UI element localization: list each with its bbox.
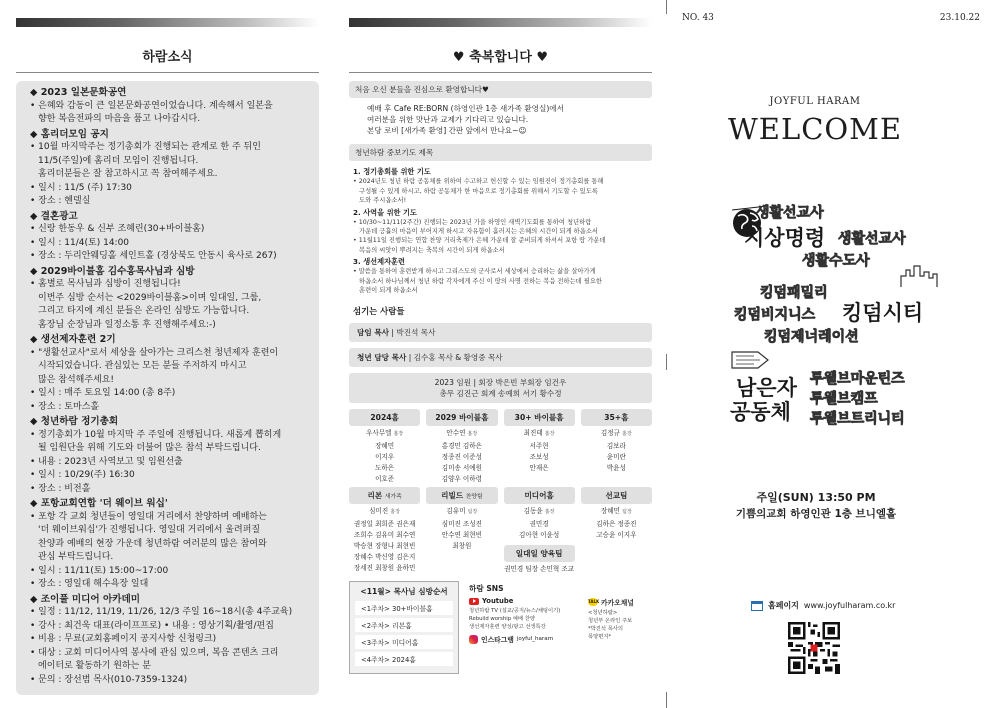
prayer-line: 하옵소서 하나님께서 청년 하람 각자에게 주신 이 땅의 사명 전하는 복음 전하는데 필요한 (359, 277, 602, 285)
notice-box (16, 81, 319, 695)
member-role: 홈장 (390, 509, 401, 516)
group-member (349, 474, 420, 485)
notice-item (30, 415, 311, 496)
group-column (426, 487, 497, 575)
visit-schedule-item: <3주차> 미디어홈 (355, 635, 453, 649)
notice-line: 관심 부탁드립니다. (38, 552, 114, 562)
group-member (349, 428, 420, 440)
prayer-line: 도와 주시옵소서! (359, 197, 407, 205)
welcome-text (349, 104, 652, 136)
youtube-column (469, 597, 580, 646)
kakao-link[interactable] (588, 597, 648, 607)
notice-line: 홈장님 순장님과 일정소통 후 진행해주세요:-) (38, 319, 216, 330)
notice-line: • 일정 : 11/12, 11/19, 11/26, 12/3 주일 16~18시(총 4주교육) (30, 607, 293, 617)
notice-line: 홈리더분들은 잘 참고하시고 꼭 참여해주세요. (38, 169, 218, 179)
notice-title: ◆ 생선제자훈련 2기 (30, 334, 116, 345)
group-subtitle: 새가족 (384, 494, 402, 501)
kakao-line: 목양편지* (588, 634, 612, 641)
group-name: 선교팀 (605, 491, 628, 501)
member-name: 조보성 (529, 452, 549, 461)
member-role: 팀장 (622, 509, 632, 516)
group-member (426, 541, 497, 552)
group-column (349, 409, 420, 485)
member-name: 장혜민 (600, 507, 621, 516)
group-column (504, 409, 575, 485)
notice-line: 향한 복음전파의 마음을 품고 나아갑시다. (38, 114, 201, 124)
mission-text-8: 킹덤제너레이션 (764, 329, 859, 345)
group-members (426, 506, 497, 552)
senior-pastor-bar: 담임 목사 | 박진석 목사 (349, 323, 652, 342)
blessing-title: ♥ 축복합니다 ♥ (452, 50, 549, 65)
member-name: 서주현 (529, 441, 549, 450)
group-column (426, 409, 497, 485)
group-member (426, 530, 497, 541)
youtube-label: Youtube (482, 597, 514, 606)
city-skyline-icon (900, 262, 938, 288)
group-member (581, 463, 652, 474)
group-header (581, 409, 652, 426)
notice-item (30, 265, 311, 333)
prayer-line: • 11월11일 진행되는 연합 찬양 거리축제가 은혜 가운데 잘 준비되게 하셔서 포항 땅 가운데 (353, 237, 606, 245)
mission-text-5: 킹덤패밀리 (760, 285, 828, 301)
group-member (349, 463, 420, 474)
group-column (349, 487, 420, 575)
group-member (426, 474, 497, 485)
news-panel (16, 18, 319, 704)
mission-text-4: 생활수도사 (802, 253, 870, 269)
notice-line: • 10월 마지막주는 정기총회가 진행되는 관계로 한 주 뒤인 (30, 142, 261, 152)
mission-text-2: 지상명령 (744, 226, 826, 250)
homepage-icon (751, 601, 763, 611)
notice-line: • 장소 : 토마스홀 (30, 401, 100, 412)
youtube-line: Rebuild worship 예배 찬양 (469, 616, 535, 623)
group-member (426, 441, 497, 452)
onetoone-members: 권민경 팀장 손민혁 조교 (504, 565, 575, 574)
notice-line: 11/5(주일)에 홈리더 모임이 진행됩니다. (38, 155, 199, 166)
member-name: 장혜민 (375, 441, 395, 450)
group-header (504, 409, 575, 426)
member-name: 안재은 (529, 464, 549, 473)
kakao-label: 카카오채널 (601, 599, 634, 608)
mission-text-11: 투웰브마운틴즈 (810, 371, 905, 387)
kakao-column (588, 597, 648, 646)
group-header (581, 487, 652, 504)
sns-columns (469, 597, 648, 646)
group-header (426, 409, 497, 426)
mission-text-10: 공동체 (730, 400, 791, 424)
church-name-en: JOYFUL HARAM (769, 96, 861, 107)
member-name: 최진태 (523, 429, 543, 438)
cover-panel (680, 0, 980, 708)
notice-line: • 대상 : 교회 미디어사역 봉사에 관심 있으며, 복음 콘텐츠 크리 (30, 647, 279, 658)
member-name: 장혜수 박신영 김은지 (353, 553, 416, 562)
prayer-topic-title: 3. 생선제자훈련 (353, 257, 405, 267)
member-name: 심미진 조성진 (441, 519, 483, 528)
member-name: 장세진 최창원 윤하민 (353, 564, 416, 573)
group-member (349, 441, 420, 452)
notice-title: ◆ 조이풀 미디어 아카데미 (30, 593, 141, 605)
mission-text-9: 남은자 (736, 376, 797, 400)
senior-pastor-name: 박진석 목사 (396, 328, 436, 338)
fold-marks (666, 0, 667, 708)
youth-pastor-names: 김수홍 목사 & 황영중 목사 (413, 353, 503, 363)
member-name: 김하은 정종진 (596, 519, 637, 528)
instagram-icon (469, 635, 478, 644)
notice-line: • 일시 : 11/4(토) 14:00 (30, 237, 130, 248)
notice-item (30, 210, 311, 264)
notice-line: 에이터로 활동하기 원하는 분 (38, 661, 151, 671)
visit-schedule-box (349, 581, 459, 674)
notice-line: • 장소 : 헨델실 (30, 196, 91, 206)
notice-line: '더 웨이브워십'가 진행됩니다. 영일대 거리에서 울려퍼질 (38, 525, 261, 535)
officers-bar (349, 373, 652, 403)
member-role: 홈장 (393, 431, 404, 438)
group-members (504, 428, 575, 474)
mission-graphic (730, 192, 950, 432)
member-name: 우사무엘 (365, 429, 392, 438)
kakao-lines (588, 609, 648, 641)
group-member (504, 519, 575, 530)
groups-row-1 (349, 409, 652, 485)
member-name: 권정일 최희준 권은재 (353, 519, 416, 528)
youtube-line: 생선제자훈련 양성/광고 선생특강 (469, 624, 546, 631)
mission-text-7: 킹덤시티 (842, 301, 924, 325)
notice-item (30, 593, 311, 688)
member-name: 안수연 최현빈 (441, 530, 483, 539)
member-name: 김아현 이윤성 (518, 530, 560, 539)
youtube-lines (469, 607, 580, 631)
qr-code[interactable] (788, 622, 840, 674)
senior-pastor-label: 담임 목사 (357, 328, 389, 338)
notice-line: • 홈별로 목사님과 심방이 진행됩니다! (30, 279, 181, 289)
prayer-line: • 10/30~11/11(2주간) 진행되는 2023년 가을 하영인 새벽기도회를 통하여 청년하람 (353, 218, 592, 226)
group-header (504, 487, 575, 504)
notice-line: • 은혜와 감동이 큰 일본문화공연이었습니다. 계속해서 일본을 (30, 100, 273, 111)
mission-text-6: 킹덤비지니스 (734, 307, 816, 323)
visit-schedule-title: <11월> 목사님 심방순서 (360, 587, 448, 597)
prayer-topic-title: 1. 정기총회를 위한 기도 (353, 167, 431, 177)
member-name: 고승윤 이지우 (596, 530, 637, 539)
welcome-line: 여러분을 위한 맛난과 교제가 기다리고 있습니다. (367, 114, 529, 124)
group-member (504, 452, 575, 463)
officers-line-1: 2023 임원 | 회장 박은빈 부회장 임건우 (434, 378, 567, 388)
member-role: 팀장 (467, 509, 478, 516)
member-name: 김유미 (446, 507, 466, 516)
group-member (349, 541, 420, 552)
notice-line: • 장소 : 두리안웨딩홀 세인트홀 (경상북도 안동시 육사로 267) (30, 251, 277, 261)
notice-line: • 일시 : 11/5 (주) 17:30 (30, 182, 132, 193)
prayer-line: 복음의 씨앗이 뿌려지는 축복의 시간이 되게 하옵소서 (359, 246, 505, 254)
notice-item (30, 86, 311, 127)
group-subtitle: 찬양팀 (465, 494, 483, 501)
mission-text-1: 생활선교사 (756, 205, 824, 221)
homepage-link[interactable] (751, 600, 895, 611)
notice-line: • 강사 : 최건욱 대표(라이프프로) • 내용 : 영상기획/촬영/편집 (30, 620, 274, 631)
youth-pastor-bar: 청년 담당 목사 | 김수홍 목사 & 황영중 목사 (349, 348, 652, 367)
notice-line: • 일시 : 매주 토요일 14:00 (총 8주) (30, 388, 176, 398)
visit-schedule-list (355, 601, 453, 666)
member-name: 안수연 (446, 429, 466, 438)
visit-schedule-item: <4주차> 2024홈 (355, 652, 453, 666)
kakao-line: *박진석 목사의 (588, 626, 624, 633)
notice-line: 될 임원단을 위해 기도와 더불어 많은 참석 부탁드립니다. (38, 443, 261, 453)
prayer-list (349, 167, 652, 295)
member-name: 김양우 이하령 (441, 475, 483, 484)
notice-item (30, 333, 311, 414)
member-name: 이지우 (375, 452, 395, 461)
group-member (581, 530, 652, 541)
notice-line: 이번주 심방 순서는 <2029바이블홈>이며 일대일, 그룹, (38, 292, 262, 303)
notice-line: • "생활선교사"로서 세상을 살아가는 크리스천 청년제자 훈련이 (30, 347, 279, 358)
notice-title: ◆ 2029바이블홈 김수홍목사님과 심방 (30, 265, 195, 277)
notice-title: ◆ 홈리더모임 공지 (30, 128, 109, 140)
group-member (504, 428, 575, 440)
notice-line: • 신랑 한동우 & 신부 조혜린(30+바이블홈) (30, 224, 205, 234)
member-name: 최창원 (452, 542, 472, 551)
member-name: 정종진 이준성 (441, 452, 483, 461)
group-member (426, 463, 497, 474)
member-name: 조희수 김유미 최수연 (353, 530, 416, 539)
service-time: 주일(SUN) 13:50 PM (756, 491, 876, 504)
member-role: 홈장 (544, 509, 555, 516)
group-members (426, 428, 497, 485)
group-name: 리본 (367, 491, 383, 501)
instagram-label: 인스타그램 (481, 636, 514, 645)
group-member (581, 441, 652, 452)
group-members (581, 428, 652, 474)
group-name: 2024홈 (370, 413, 399, 423)
serve-heading: 섬기는 사람들 (353, 306, 405, 317)
instagram-link[interactable] (469, 634, 580, 644)
notice-line: • 일시 : 11/11(토) 15:00~17:00 (30, 565, 169, 576)
group-column (504, 487, 575, 575)
notice-line: • 내용 : 2023년 사역보고 및 임원선출 (30, 456, 183, 467)
group-header (349, 409, 420, 426)
sns-box (465, 581, 652, 674)
issue-date: 23.10.22 (939, 13, 980, 23)
group-member (349, 506, 420, 518)
officers-line-2: 총무 김진근 회계 송예희 서기 황수정 (439, 389, 562, 399)
kakao-line: <청년하람> (588, 610, 618, 617)
group-name: 35+홈 (604, 413, 629, 423)
bottom-row (349, 581, 652, 674)
visit-schedule-item: <1주차> 30+바이블홈 (355, 601, 453, 615)
header-gradient-bar (16, 18, 319, 27)
group-members (504, 506, 575, 541)
member-name: 박윤성 (606, 464, 626, 473)
group-column (581, 409, 652, 485)
onetoone-header: 일대일 양육팀 (504, 545, 575, 562)
member-name: 심미진 (369, 507, 389, 516)
group-member (504, 506, 575, 518)
notice-title: ◆ 결혼광고 (30, 210, 78, 222)
welcome-line: 본당 로비 [새가족 환영] 간판 앞에서 만나요~☺ (367, 125, 527, 135)
group-member (349, 452, 420, 463)
welcome-bar: 처음 오신 분들을 진심으로 환영합니다♥ (349, 81, 652, 98)
fold-mark-bottom (666, 692, 667, 708)
prayer-bar: 청년하람 중보기도 제목 (349, 144, 652, 161)
groups-row-2 (349, 487, 652, 575)
group-name: 미디어홈 (524, 491, 554, 501)
group-member (504, 530, 575, 541)
visit-schedule-item: <2주차> 리본홈 (355, 618, 453, 632)
notice-line: 시작되었습니다. 관심있는 모든 분들 주저하지 마시고 (38, 361, 247, 371)
mission-text-13: 투웰브트리니티 (810, 411, 905, 427)
member-name: 권민경 (529, 519, 549, 528)
kakao-line: 청년부 온라인 주보 (588, 618, 633, 625)
group-name: 리빌드 (441, 491, 464, 501)
group-member (426, 519, 497, 530)
group-member (581, 506, 652, 518)
member-name: 홍경민 김하은 (441, 441, 483, 450)
welcome-heading: WELCOME (727, 112, 903, 146)
group-member (349, 563, 420, 574)
service-place: 기쁨의교회 하영인관 1층 브니엘홀 (735, 508, 897, 520)
prayer-line: • 말씀을 통하여 훈련받게 하시고 그리스도의 군사로서 세상에서 승리하는 삶을 살아가게 (353, 268, 596, 276)
welcome-line: 예배 후 Cafe RE:BORN (하영인관 1층 새가족 환영실)에서 (367, 104, 564, 113)
notice-line: 그리고 타지에 계신 분들은 온라인 심방도 가능합니다. (38, 306, 250, 316)
member-role: 홈장 (544, 431, 555, 438)
group-member (504, 441, 575, 452)
member-name: 도하은 (375, 464, 395, 473)
arrow-icon (730, 348, 770, 370)
group-members (581, 506, 652, 541)
prayer-line: 훈련이 되게 하옵소서 (359, 287, 418, 295)
group-member (426, 506, 497, 518)
group-header (426, 487, 497, 504)
group-member (426, 452, 497, 463)
header-gradient-bar (349, 18, 652, 27)
prayer-line: 구성될 수 있게 하시고, 하람 공동체가 한 마음으로 정기총회를 위해서 기도할 수 있도록 (359, 187, 598, 195)
notice-line: • 포항 각 교회 청년들이 영일대 거리에서 찬양하며 예배하는 (30, 511, 267, 522)
group-member (349, 530, 420, 541)
youtube-line: 청년하람 TV (설교/공지/뉴스/채팅이기) (469, 608, 561, 615)
youth-pastor-label: 청년 담당 목사 (357, 353, 407, 363)
fold-mark-middle (666, 354, 667, 370)
member-name: 김보라 (606, 441, 626, 450)
notice-title: ◆ 포항교회연합 '더 웨이브 워십' (30, 498, 168, 509)
group-members (349, 506, 420, 574)
blessing-panel (349, 18, 652, 704)
notice-line: • 문의 : 장선범 목사(010-7359-1324) (30, 674, 188, 685)
fold-mark-top (666, 0, 667, 14)
youtube-icon (469, 598, 479, 605)
group-column (581, 487, 652, 575)
news-title: 하람소식 (142, 50, 193, 65)
group-member (426, 428, 497, 440)
sns-title: 하람 SNS (469, 584, 504, 594)
prayer-line: • 2024년도 청년 하람 공동체를 위하여 수고하고 헌신할 수 있는 임원진이 정기총회를 통해 (353, 178, 604, 186)
notice-line: • 장소 : 영일대 해수욕장 일대 (30, 579, 149, 589)
kakao-icon: TALK (588, 599, 600, 605)
group-member (581, 428, 652, 440)
group-member (349, 519, 420, 530)
mission-text-3: 생활선교사 (838, 231, 906, 247)
mission-text-12: 투웰브캠프 (810, 391, 878, 407)
member-name: 박승현 장형나 최현빈 (353, 542, 416, 551)
notice-item (30, 497, 311, 592)
notice-line: • 일시 : 10/29(주) 16:30 (30, 470, 135, 480)
prayer-line: 가운데 긍휼의 마음이 부어지게 하시고 자유함이 흘러지는 은혜의 시간이 되게 하옵소서 (359, 228, 598, 236)
group-member (349, 552, 420, 563)
notice-item (30, 128, 311, 209)
group-member (581, 519, 652, 530)
instagram-handle: joyful_haram (516, 636, 554, 643)
member-name: 김동윤 (523, 507, 543, 516)
member-role: 홈장 (467, 431, 478, 438)
group-name: 2029 바이블홈 (435, 413, 489, 423)
group-members (349, 428, 420, 485)
title-divider (349, 72, 652, 73)
group-header (349, 487, 420, 504)
group-name: 30+ 바이블홈 (514, 413, 564, 423)
member-name: 이호준 (375, 475, 395, 484)
notice-line: 찬양과 예배의 현장 가운데 청년하람 여러분의 많은 참여와 (38, 538, 267, 549)
member-role: 홈장 (622, 431, 632, 438)
notice-line: 많은 참석해주세요! (38, 374, 115, 385)
homepage-label: 홈페이지 (768, 601, 799, 610)
group-member (504, 463, 575, 474)
issue-number: NO. 43 (682, 13, 714, 23)
member-name: 김미송 서예원 (441, 464, 483, 473)
member-name: 윤미란 (606, 452, 626, 461)
homepage-url[interactable]: www.joyfulharam.co.kr (803, 601, 896, 610)
prayer-topic-title: 2. 사역을 위한 기도 (353, 207, 417, 217)
notice-title: ◆ 청년하람 정기총회 (30, 416, 119, 427)
notice-title: ◆ 2023 일본문화공연 (30, 87, 127, 98)
group-member (581, 452, 652, 463)
notice-line: • 장소 : 비전홀 (30, 483, 91, 494)
notice-line: • 정기총회가 10월 마지막 주 주일에 진행됩니다. 새롭게 뽑히게 (30, 429, 282, 440)
member-name: 김정규 (600, 429, 621, 438)
notice-line: • 비용 : 무료(교회홈페이지 공지사항 신청링크) (30, 634, 217, 644)
title-divider (16, 72, 319, 73)
youtube-link[interactable] (469, 597, 580, 605)
